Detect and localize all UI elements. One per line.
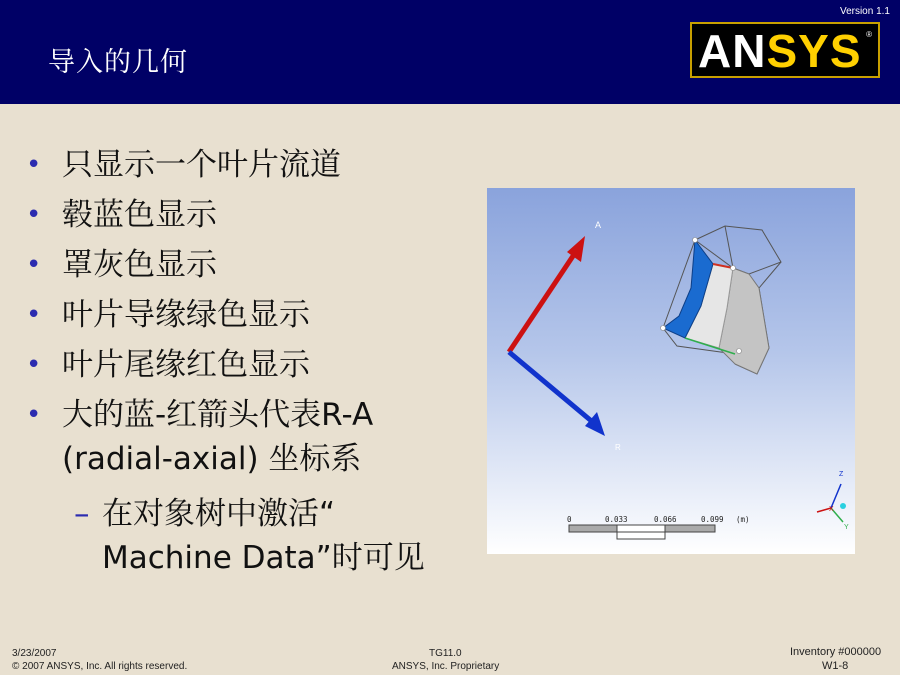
axial-arrow-shaft xyxy=(509,250,577,352)
slide-title: 导入的几何 xyxy=(48,47,188,78)
bullet-text: 叶片导缘绿色显示 xyxy=(62,297,310,333)
geometry-render xyxy=(487,188,855,554)
scale-label-3: 0.099 xyxy=(701,515,724,524)
triad-z-axis xyxy=(831,484,841,508)
bullet-text: 叶片尾缘红色显示 xyxy=(62,347,310,383)
logo-text: ANSYS xyxy=(698,25,862,77)
ra-axis-arrows xyxy=(509,220,621,452)
sub-bullet-line2: Machine Data”时可见 xyxy=(102,540,425,576)
bullet-item xyxy=(26,190,373,240)
logo-registered-mark: ® xyxy=(866,30,872,39)
ansys-logo xyxy=(690,22,880,78)
footer-date: 3/23/2007 xyxy=(12,648,57,659)
bullet-dot-icon: • xyxy=(26,300,42,330)
bullet-text: 只显示一个叶片流道 xyxy=(62,147,341,183)
triad-iso-ball-icon xyxy=(840,503,846,509)
footer-copyright: © 2007 ANSYS, Inc. All rights reserved. xyxy=(12,661,188,672)
bullet-item xyxy=(26,390,373,482)
bullet-text: 毂蓝色显示 xyxy=(62,197,217,233)
sub-bullet xyxy=(74,492,425,580)
triad-x-label: X xyxy=(829,506,834,513)
bullet-text: 罩灰色显示 xyxy=(62,247,217,283)
bullet-text: 大的蓝-红箭头代表R-A xyxy=(62,397,374,433)
axis-a-label: A xyxy=(595,220,602,230)
triad-z-label: Z xyxy=(839,471,844,478)
bullet-item xyxy=(26,140,373,190)
triad-y-label: Y xyxy=(844,524,849,531)
bullet-item xyxy=(26,340,373,390)
bullet-text-continued: (radial-axial) 坐标系 xyxy=(62,441,362,477)
version-label: Version 1.1 xyxy=(839,6,890,17)
axis-r-label: R xyxy=(615,443,621,452)
footer-slide-number: W1-8 xyxy=(822,660,849,672)
title-bar xyxy=(0,0,900,104)
scale-label-2: 0.066 xyxy=(654,515,677,524)
bullet-item xyxy=(26,240,373,290)
scale-bar xyxy=(567,515,750,539)
bullet-dot-icon: • xyxy=(26,400,42,430)
bullet-dot-icon: • xyxy=(26,350,42,380)
bullet-dot-icon: • xyxy=(26,200,42,230)
sub-bullet-line1: 在对象树中激活“ xyxy=(102,496,336,532)
geometry-viewport xyxy=(487,188,855,554)
dash-icon: – xyxy=(74,496,90,532)
scale-label-0: 0 xyxy=(567,515,572,524)
footer-proprietary: ANSYS, Inc. Proprietary xyxy=(392,661,500,672)
bullet-item xyxy=(26,290,373,340)
bullet-dot-icon: • xyxy=(26,150,42,180)
axis-triad xyxy=(817,471,849,531)
scale-label-1: 0.033 xyxy=(605,515,628,524)
footer-course: TG11.0 xyxy=(429,648,462,659)
bullet-list xyxy=(26,140,373,482)
footer-inventory: Inventory #000000 xyxy=(790,646,882,658)
radial-arrow-shaft xyxy=(509,352,595,424)
scale-unit: (m) xyxy=(736,515,750,524)
bullet-dot-icon: • xyxy=(26,250,42,280)
